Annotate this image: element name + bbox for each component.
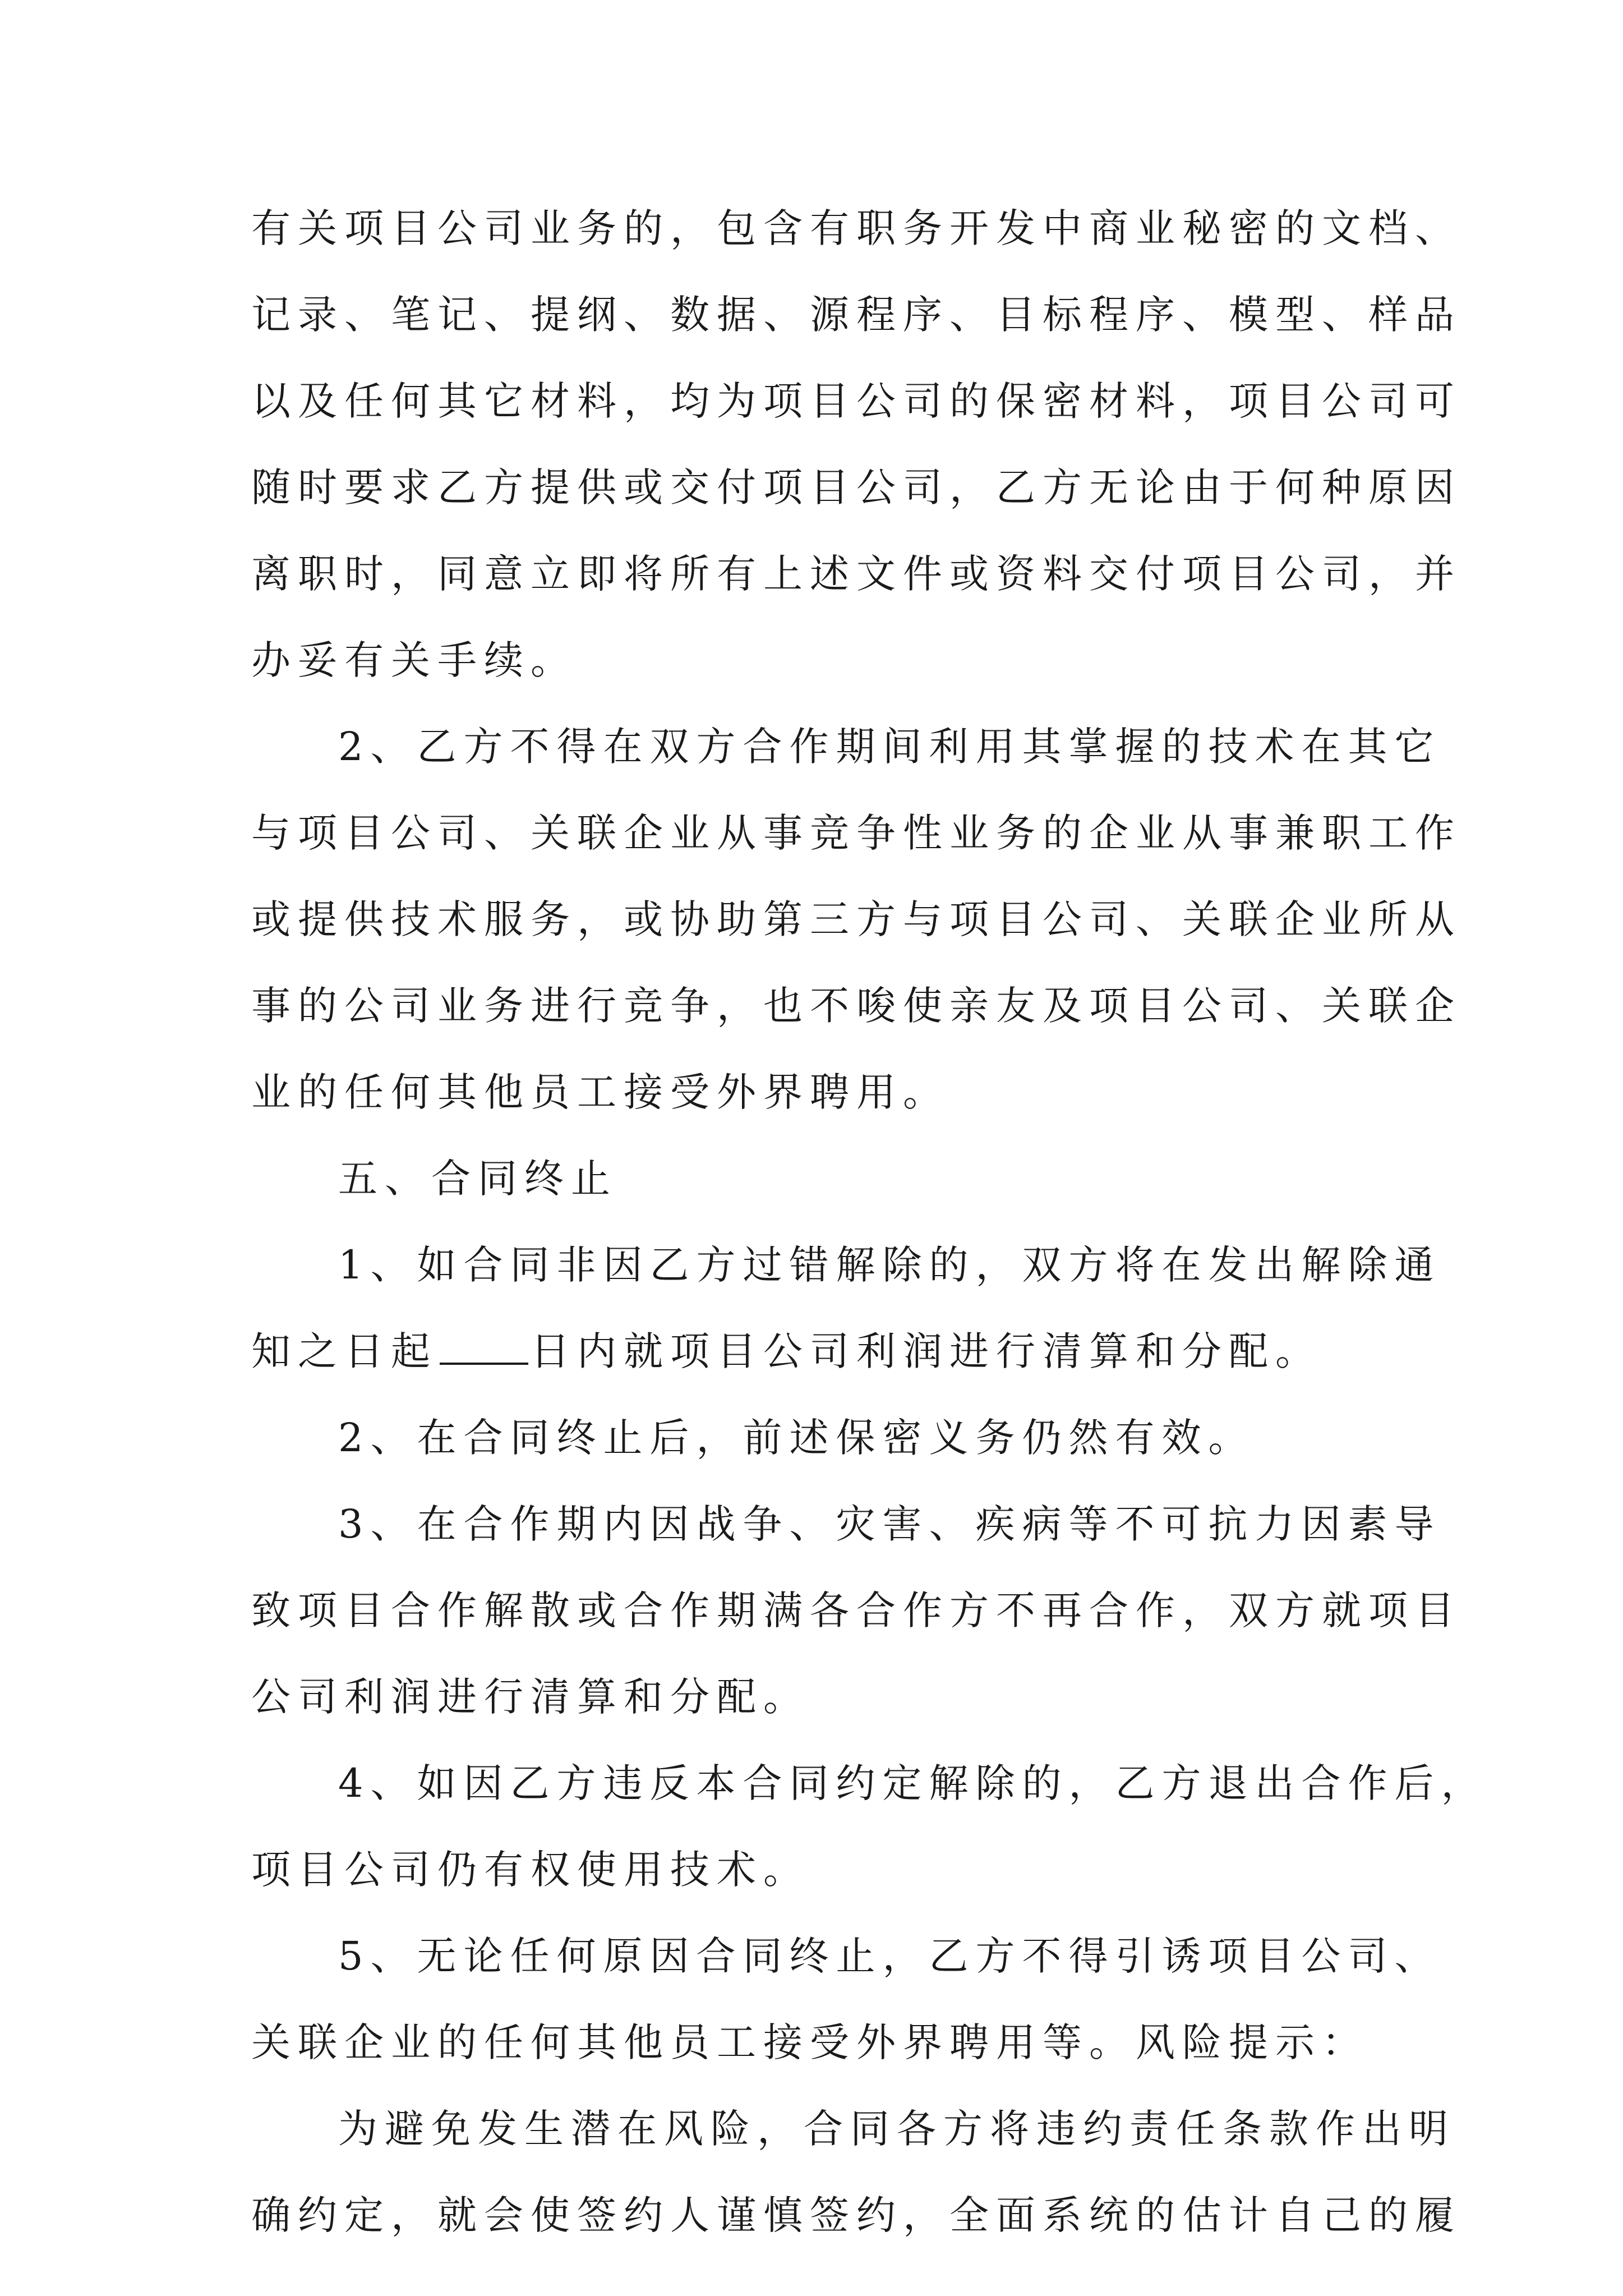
text-line: 业的任何其他员工接受外界聘用。	[251, 1069, 949, 1115]
text-segment: 日内就项目公司利润进行清算和分配。	[531, 1328, 1322, 1374]
text-line: 事的公司业务进行竞争，也不唆使亲友及项目公司、关联企	[251, 983, 1461, 1029]
text-line: 以及任何其它材料，均为项目公司的保密材料，项目公司可	[251, 378, 1461, 424]
body-text	[251, 185, 1488, 2258]
paragraph-start-line: 2、在合同终止后，前述保密义务仍然有效。	[338, 1415, 1255, 1461]
paragraph-start-line: 3、在合作期内因战争、灾害、疾病等不可抗力因素导	[338, 1501, 1441, 1547]
text-line: 致项目合作解散或合作期满各合作方不再合作，双方就项目	[251, 1588, 1461, 1634]
text-line: 记录、笔记、提纲、数据、源程序、目标程序、模型、样品	[251, 292, 1461, 338]
text-line: 有关项目公司业务的，包含有职务开发中商业秘密的文档、	[251, 205, 1461, 251]
text-line: 与项目公司、关联企业从事竞争性业务的企业从事兼职工作	[251, 810, 1461, 856]
paragraph-start-line: 1、如合同非因乙方过错解除的，双方将在发出解除通	[338, 1242, 1441, 1288]
text-line: 办妥有关手续。	[251, 637, 577, 683]
paragraph-start-line: 2、乙方不得在双方合作期间利用其掌握的技术在其它	[338, 724, 1441, 770]
text-segment: 知之日起	[251, 1328, 437, 1374]
text-line: 随时要求乙方提供或交付项目公司，乙方无论由于何种原因	[251, 464, 1461, 510]
text-line: 确约定，就会使签约人谨慎签约，全面系统的估计自己的履	[251, 2192, 1461, 2238]
paragraph-start-line: 为避免发生潜在风险，合同各方将违约责任条款作出明	[338, 2106, 1455, 2152]
text-line: 项目公司仍有权使用技术。	[251, 1847, 810, 1893]
fill-in-blank	[440, 1330, 528, 1365]
text-line: 离职时，同意立即将所有上述文件或资料交付项目公司，并	[251, 551, 1461, 597]
paragraph-start-line: 4、如因乙方违反本合同约定解除的，乙方退出合作后，	[338, 1760, 1488, 1806]
text-line: 或提供技术服务，或协助第三方与项目公司、关联企业所从	[251, 896, 1461, 942]
text-line: 关联企业的任何其他员工接受外界聘用等。风险提示：	[251, 2019, 1368, 2065]
text-line: 公司利润进行清算和分配。	[251, 1674, 810, 1720]
text-line-with-blank	[251, 1308, 1390, 1395]
section-heading: 五、合同终止	[338, 1156, 617, 1202]
paragraph-start-line: 5、无论任何原因合同终止，乙方不得引诱项目公司、	[338, 1933, 1441, 1979]
